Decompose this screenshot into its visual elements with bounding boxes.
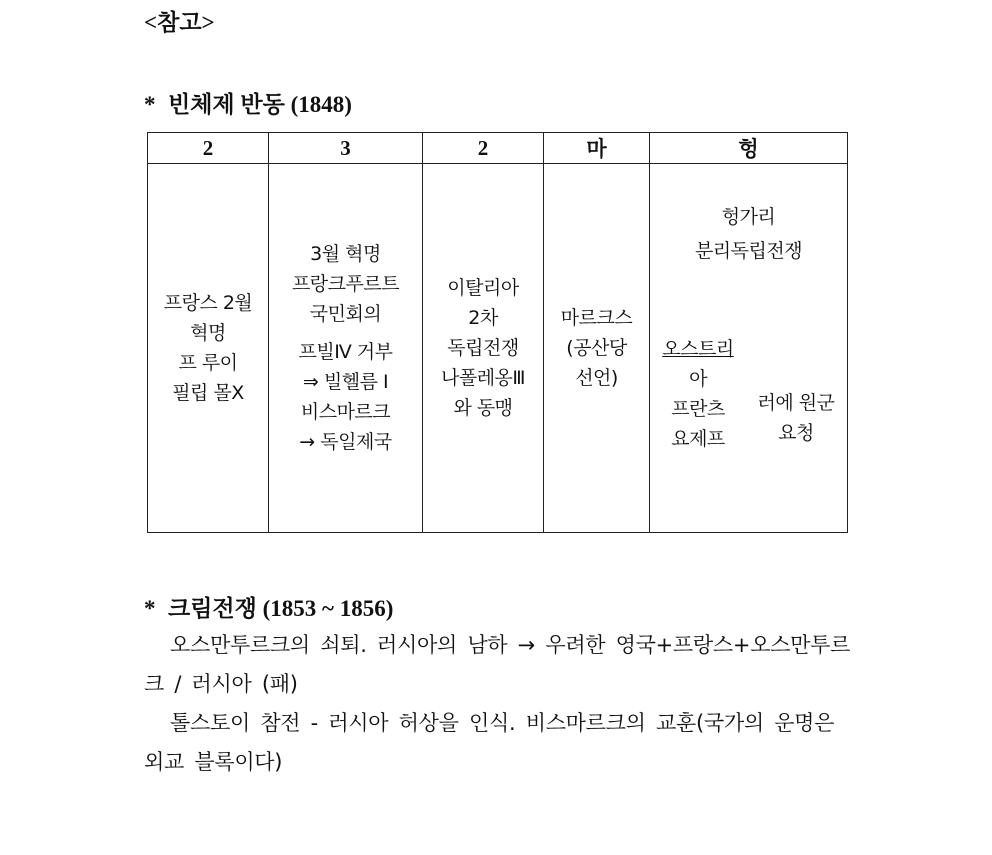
cell-line: 오스트리 (662, 338, 734, 360)
section-heading-vienna-reaction (144, 86, 352, 119)
table-row (148, 164, 848, 533)
cell-line: 3월 혁명 (310, 243, 381, 265)
cell-line: → 독일제국 (299, 431, 392, 453)
table-header-cell: 헝 (650, 133, 848, 164)
cell-line: 국민회의 (309, 303, 382, 325)
cell-line: 혁명 (190, 322, 226, 344)
cell-france (148, 164, 269, 533)
cell-line: 프랑스 2월 (163, 292, 253, 314)
cell-line: 헝가리 (721, 206, 776, 228)
cell-line: 프랑크푸르트 (291, 273, 400, 295)
cell-line: 요청 (778, 422, 814, 444)
cell-line: 비스마르크 (300, 401, 391, 423)
cell-line: 프란츠 (671, 398, 725, 420)
cell-line: 러에 원군 (757, 392, 835, 414)
revolution-table (147, 132, 848, 533)
cell-line: 이탈리아 (447, 277, 519, 299)
bullet-marker: * (144, 92, 156, 117)
cell-line: 와 동맹 (453, 397, 513, 419)
section-heading-crimean-war (144, 590, 393, 623)
cell-line: ⇒ 빌헬름 Ⅰ (302, 371, 389, 393)
cell-line: 필립 몰X (172, 382, 244, 404)
cell-line: 분리독립전쟁 (694, 240, 803, 262)
cell-line: 2차 (468, 307, 498, 329)
table-header-cell: 3 (269, 133, 423, 164)
table-header-cell: 2 (423, 133, 544, 164)
paragraph-text: 오스만투르크의 쇠퇴. 러시아의 남하 → 우려한 영국+프랑스+오스만투르크 / 러시아 (패) (144, 633, 851, 696)
bullet-marker: * (144, 596, 156, 621)
cell-line: 나폴레옹Ⅲ (440, 367, 526, 389)
section-title: 빈체제 반동 (1848) (168, 92, 352, 117)
cell-hungary (650, 164, 848, 533)
cell-germany (269, 164, 423, 533)
cell-line: 마르크스 (560, 307, 633, 329)
cell-line: 독립전쟁 (447, 337, 519, 359)
table-header-cell: 마 (544, 133, 650, 164)
cell-line: 아 (689, 368, 707, 390)
table-header-cell: 2 (148, 133, 269, 164)
cell-italy (423, 164, 544, 533)
cell-line: 선언) (575, 367, 618, 389)
cell-line: 프빌Ⅳ 거부 (298, 341, 393, 363)
paragraph-text: 톨스토이 참전 - 러시아 허상을 인식. 비스마르크의 교훈(국가의 운명은 외교 블록이다) (144, 711, 835, 774)
cell-line: 프 루이 (178, 352, 238, 374)
table-header-row (148, 133, 848, 164)
cell-marx (544, 164, 650, 533)
reference-label: <참고> (144, 10, 215, 35)
cell-line: 요제프 (671, 428, 725, 450)
section-title: 크림전쟁 (1853 ~ 1856) (168, 596, 394, 621)
cell-line: (공산당 (566, 337, 627, 359)
